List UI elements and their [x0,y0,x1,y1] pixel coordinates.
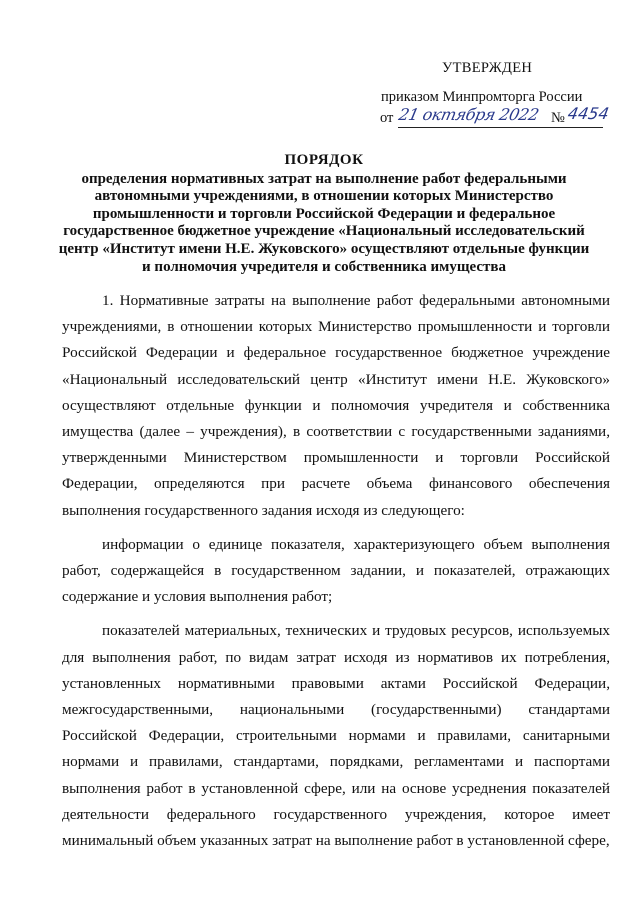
document-title [58,152,590,276]
handwritten-order-number: 4454 [566,104,611,123]
paragraph-3: показателей материальных, технических и трудовых ресурсов, используемых для выполнения работ, по видам затрат исходя из нормативов их потребления, установленных нормативными правовыми актами Российской Федерации, межгосударственными, национальными (государственными) стандартами Российской Федерации, строительными нормами и правилами, санитарными нормами и правилами, стандартами, порядками, регламентами и паспортами выполнения работ в установленной сфере, или на основе усреднения показателей деятельности федерального государственного учреждения, которое имеет минимальный объем указанных затрат на выполнение работ в установленной сфере, [62,622,610,850]
title-subtitle: определения нормативных затрат на выполнение работ федеральными автономными учреждениями, в отношении которых Министерство промышленности и торговли Российской Федерации и федеральное государственное бюджетное учреждение «Национальный исследовательский центр «Институт имени Н.Е. Жуковского» осуществляют отдельные функции и полномочия учредителя и собственника имущества [58,170,590,275]
paragraph-2: информации о единице показателя, характеризующего объем выполнения работ, содержащейся в государственном задании, и показателей, отражающих содержание и условия выполнения работ; [62,535,610,606]
from-label: от [380,110,394,126]
document-body [62,288,610,862]
approved-label: УТВЕРЖДЕН [442,60,533,76]
number-sign: № [551,110,565,126]
handwritten-date: 21 октября 2022 [396,105,541,124]
order-date-line [380,104,620,130]
date-underline [398,127,603,128]
title-main: ПОРЯДОК [284,152,364,168]
approval-block [380,58,620,130]
paragraph-1: 1. Нормативные затраты на выполнение работ федеральными автономными учреждениями, в отношении которых Министерство промышленности и торговли Российской Федерации и федеральное государственное бюджетное учреждение «Национальный исследовательский центр «Институт имени Н.Е. Жуковского» осуществляют отдельные функции и полномочия учредителя и собственника имущества (далее – учреждения), в соответствии с государственными заданиями, утвержденными Министерством промышленности и торговли Российской Федерации, определяются при расчете объема финансового обеспечения выполнения государственного задания исходя из следующего: [62,292,610,519]
order-label: приказом Минпромторга России [381,89,583,105]
